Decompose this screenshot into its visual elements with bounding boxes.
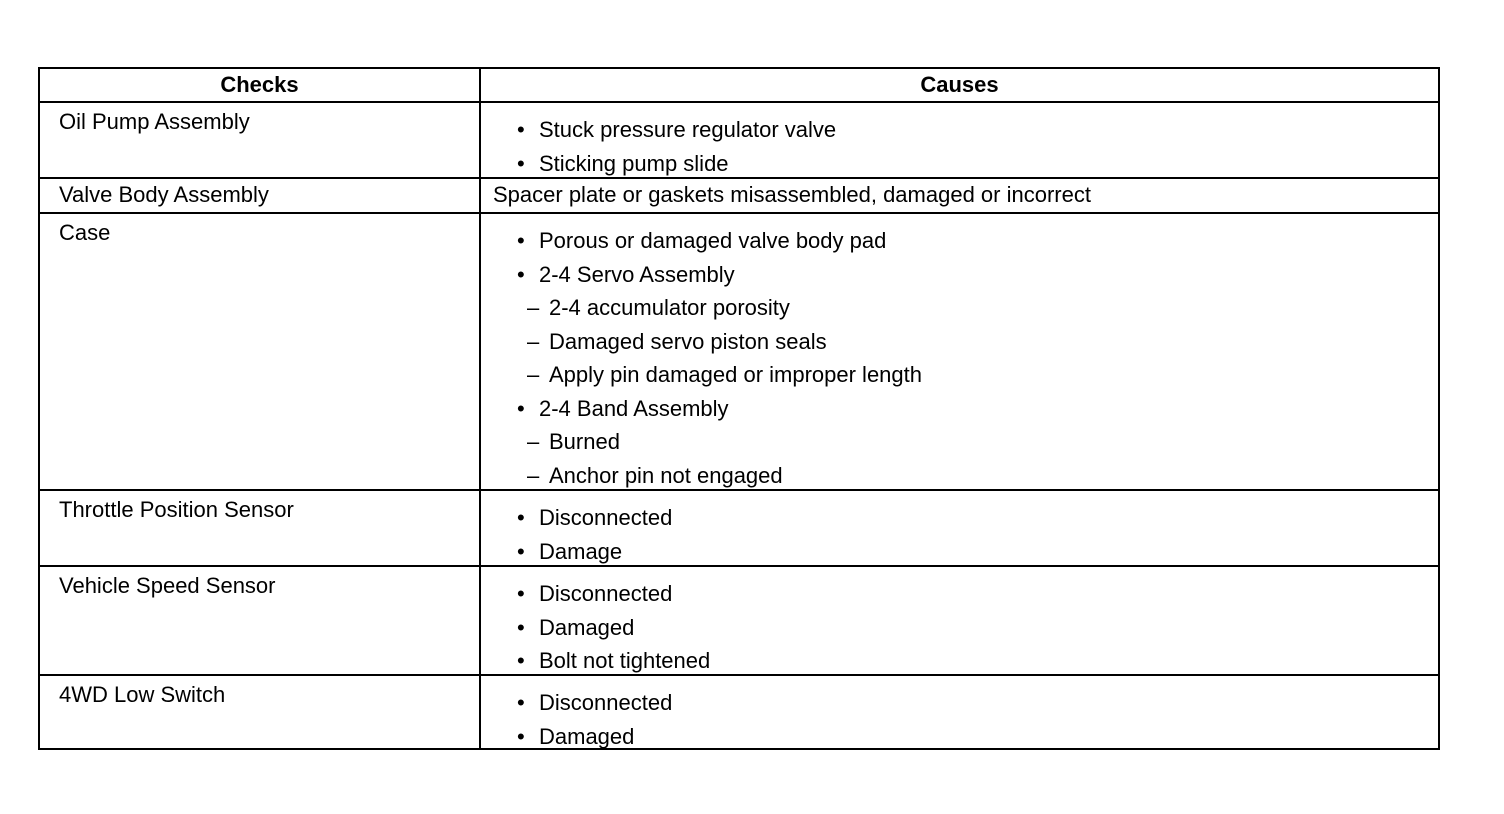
causes-list — [481, 491, 1438, 572]
causes-list — [481, 103, 1438, 184]
cause-subitem: – Damaged servo piston seals — [517, 325, 1438, 359]
cause-subitem: – 2-4 accumulator porosity — [517, 291, 1438, 325]
cause-item: • Disconnected — [517, 686, 1438, 720]
check-label: Case — [40, 214, 481, 489]
table-row — [40, 212, 1438, 489]
table-header-row — [40, 69, 1438, 101]
causes-list — [481, 214, 1438, 496]
cause-item: • Sticking pump slide — [517, 147, 1438, 181]
causes-cell — [481, 567, 1438, 674]
cause-item: • Damage — [517, 535, 1438, 569]
cause-item: • Damaged — [517, 720, 1438, 754]
table-row — [40, 101, 1438, 177]
causes-cell — [481, 103, 1438, 177]
cause-item: • 2-4 Band Assembly — [517, 392, 1438, 426]
causes-list — [481, 567, 1438, 682]
cause-subitem: – Anchor pin not engaged — [517, 459, 1438, 493]
header-causes: Causes — [920, 72, 999, 97]
cause-subitem: – Burned — [517, 425, 1438, 459]
check-label: Valve Body Assembly — [40, 179, 481, 212]
cause-item: • Disconnected — [517, 577, 1438, 611]
cause-item: • Porous or damaged valve body pad — [517, 224, 1438, 258]
cause-item: • Disconnected — [517, 501, 1438, 535]
causes-cell — [481, 491, 1438, 565]
causes-list — [481, 676, 1438, 757]
check-label: 4WD Low Switch — [40, 676, 481, 748]
causes-cell — [481, 676, 1438, 748]
checks-causes-table — [38, 67, 1440, 750]
cause-item: • 2-4 Servo Assembly — [517, 258, 1438, 292]
table-row — [40, 177, 1438, 212]
cause-subitem: – Apply pin damaged or improper length — [517, 358, 1438, 392]
check-label: Throttle Position Sensor — [40, 491, 481, 565]
cause-item: • Stuck pressure regulator valve — [517, 113, 1438, 147]
check-label: Vehicle Speed Sensor — [40, 567, 481, 674]
header-checks: Checks — [40, 69, 481, 101]
table-row — [40, 489, 1438, 565]
cause-item: • Bolt not tightened — [517, 644, 1438, 678]
table-row — [40, 565, 1438, 674]
cause-item: • Damaged — [517, 611, 1438, 645]
check-label: Oil Pump Assembly — [40, 103, 481, 177]
table-row — [40, 674, 1438, 748]
causes-cell — [481, 214, 1438, 489]
cause-text: Spacer plate or gaskets misassembled, damaged or incorrect — [493, 182, 1091, 207]
